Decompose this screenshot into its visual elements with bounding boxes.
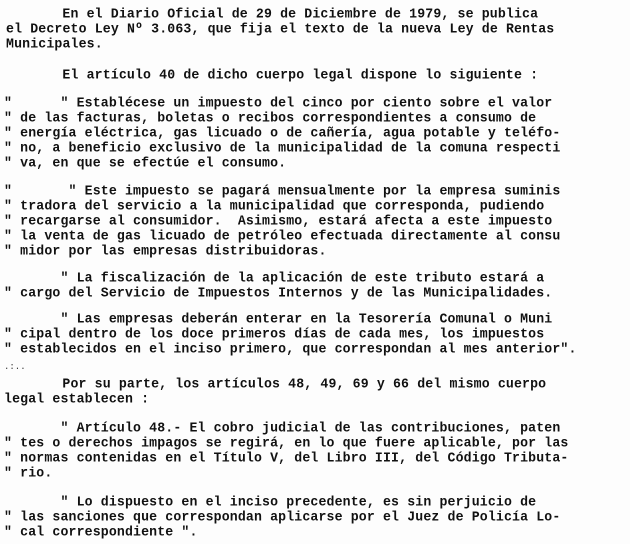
margin-mark: .:..	[4, 362, 26, 372]
text-line: " " Establécese un impuesto del cinco por ciento sobre el valor	[4, 95, 553, 111]
text-line: El artículo 40 de dicho cuerpo legal dispone lo siguiente :	[14, 67, 539, 83]
text-line: " recargarse al consumidor. Asimismo, estará afecta a este impuesto	[4, 213, 553, 229]
text-line: " Las empresas deberán enterar en la Tesorería Comunal o Muni	[4, 311, 553, 327]
text-line: " cargo del Servicio de Impuestos Internos y de las Municipalidades.	[4, 285, 553, 301]
text-line: Municipales.	[6, 36, 103, 52]
text-line: Por su parte, los artículos 48, 49, 69 y 66 del mismo cuerpo	[14, 376, 547, 392]
text-line: " energía eléctrica, gas licuado o de cañería, agua potable y teléfo-	[4, 125, 561, 141]
text-line: " rio.	[4, 465, 53, 481]
text-line: " las sanciones que correspondan aplicarse por el Juez de Policía Lo-	[4, 509, 561, 525]
text-line: " midor por las empresas distribuidoras.	[4, 243, 327, 259]
text-line: " no, a beneficio exclusivo de la municipalidad de la comuna respecti	[4, 140, 561, 156]
text-line: legal establecen :	[4, 391, 150, 407]
text-line: En el Diario Oficial de 29 de Diciembre de 1979, se publica	[14, 6, 539, 22]
text-line: " Lo dispuesto en el inciso precedente, es sin perjuicio de	[4, 494, 537, 510]
text-line: " de las facturas, boletas o recibos correspondientes a consumo de	[4, 110, 537, 126]
text-line: " la venta de gas licuado de petróleo efectuada directamente al consu	[4, 228, 561, 244]
text-line: " " Este impuesto se pagará mensualmente por la empresa suminis	[4, 183, 561, 199]
text-line: " establecidos en el inciso primero, que correspondan al mes anterior".	[4, 341, 577, 357]
text-line: " La fiscalización de la aplicación de este tributo estará a	[4, 270, 545, 286]
text-line: " Artículo 48.- El cobro judicial de las contribuciones, paten	[4, 420, 561, 436]
text-line: el Decreto Ley Nº 3.063, que fija el texto de la nueva Ley de Rentas	[6, 21, 555, 37]
text-line: " tradora del servicio a la municipalidad que corresponda, pudiendo	[4, 198, 545, 214]
text-line: " cipal dentro de los doce primeros días de cada mes, los impuestos	[4, 326, 545, 342]
text-line: " tes o derechos impagos se regirá, en lo que fuere aplicable, por las	[4, 435, 569, 451]
text-line: " va, en que se efectúe el consumo.	[4, 155, 287, 171]
text-line: " cal correspondiente ".	[4, 524, 198, 540]
text-line: " normas contenidas en el Título V, del Libro III, del Código Tributa-	[4, 450, 569, 466]
